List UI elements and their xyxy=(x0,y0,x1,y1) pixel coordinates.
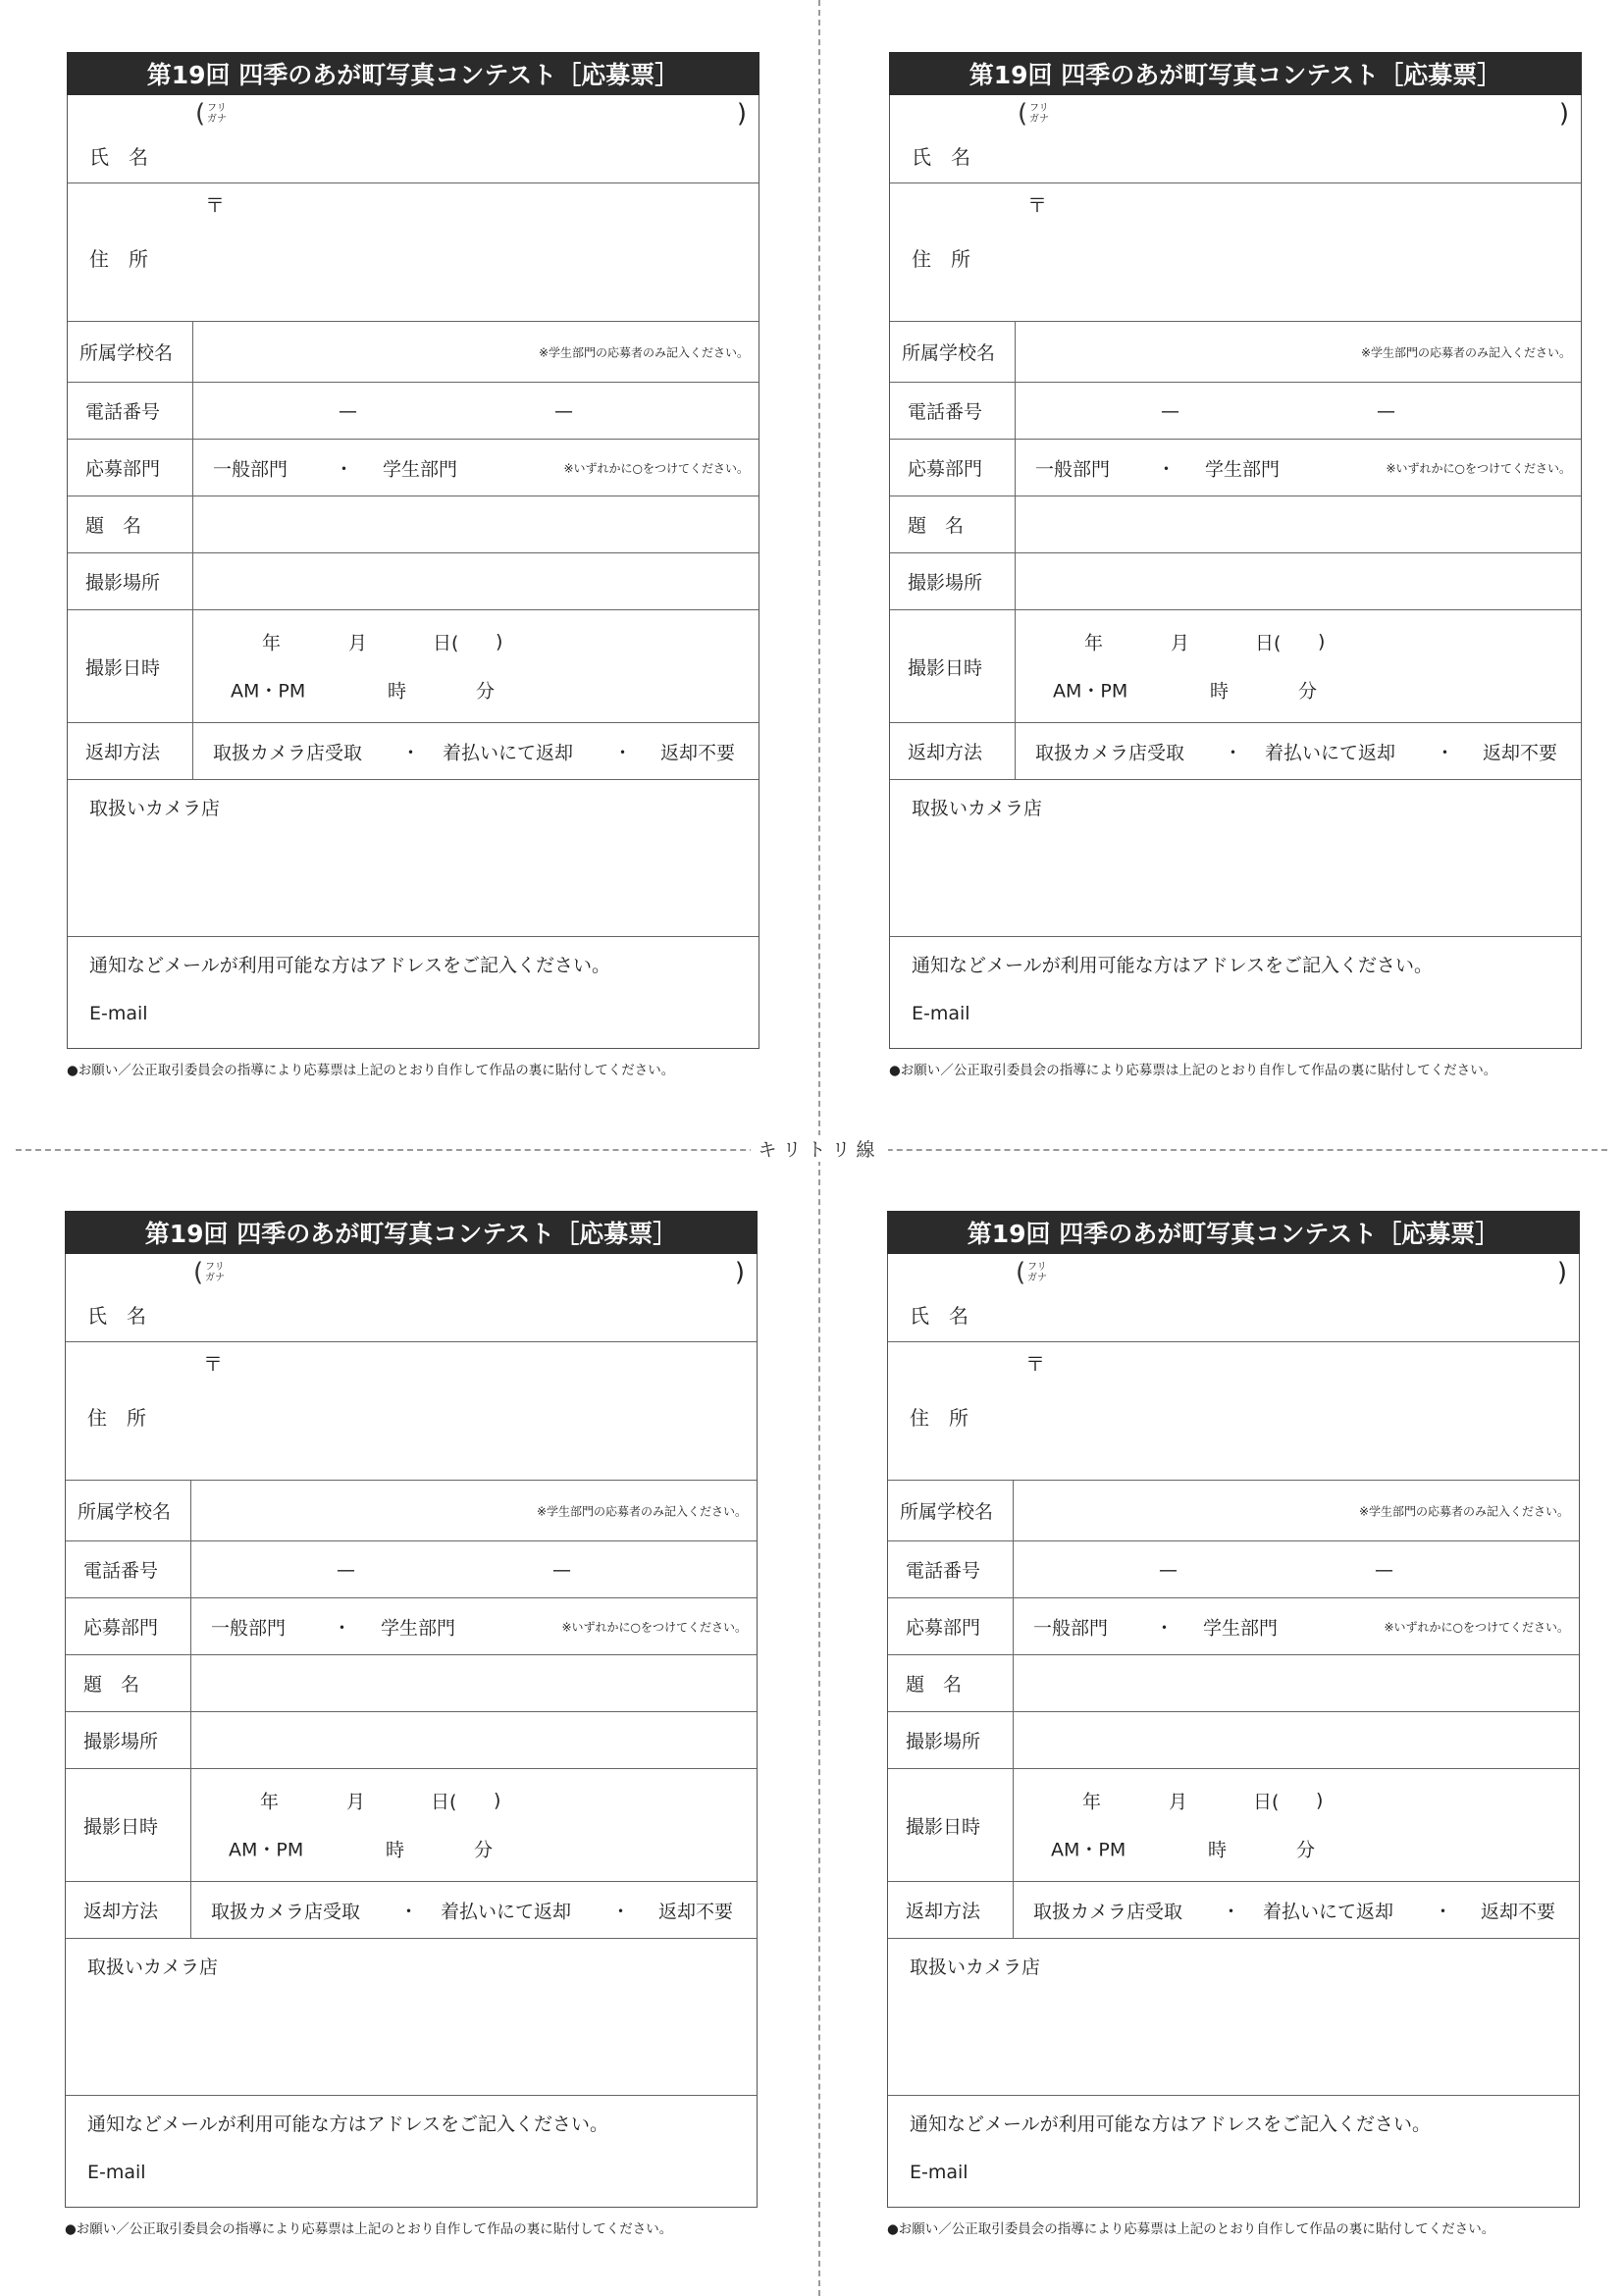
title-label: 題 名 xyxy=(890,496,1016,552)
entry-form-bottom-right xyxy=(887,1211,1580,2237)
address-row xyxy=(68,183,759,321)
category-label: 応募部門 xyxy=(890,440,1016,496)
school-row xyxy=(890,321,1581,382)
address-label: 住 所 xyxy=(89,246,148,271)
return-shop-option[interactable]: 取扱カメラ店受取 xyxy=(211,1901,361,1922)
title-field[interactable] xyxy=(193,496,759,552)
close-paren: ) xyxy=(736,99,747,129)
postal-mark: 〒 xyxy=(205,193,225,217)
name-label: 氏 名 xyxy=(87,1304,146,1328)
shop-field[interactable] xyxy=(890,780,1581,936)
address-label: 住 所 xyxy=(87,1405,146,1430)
category-general-option[interactable]: 一般部門 xyxy=(213,458,288,480)
return-cod-option[interactable]: 着払いにて返却 xyxy=(441,1901,572,1922)
form-table xyxy=(889,95,1582,1049)
place-label: 撮影場所 xyxy=(66,1712,191,1768)
place-field[interactable] xyxy=(193,553,759,609)
phone-separator: — xyxy=(337,1558,355,1581)
return-row xyxy=(888,1881,1579,1938)
name-field[interactable] xyxy=(66,1254,757,1341)
title-field[interactable] xyxy=(191,1655,757,1711)
close-paren: ) xyxy=(1556,1258,1567,1287)
address-label: 住 所 xyxy=(910,1405,969,1430)
furigana-label: フリ ガナ xyxy=(1029,103,1049,125)
minute-unit: 分 xyxy=(1296,1839,1316,1861)
return-label: 返却方法 xyxy=(66,1882,191,1938)
place-field[interactable] xyxy=(1014,1712,1579,1768)
ampm-option[interactable]: AM・PM xyxy=(229,1839,304,1861)
school-note: ※学生部門の応募者のみ記入ください。 xyxy=(1358,1504,1569,1518)
return-separator: ・ xyxy=(401,742,421,763)
form-title: 第19回 四季のあが町写真コンテスト［応募票］ xyxy=(887,1211,1580,1254)
day-unit: 日( xyxy=(1255,632,1282,654)
place-field[interactable] xyxy=(1016,553,1581,609)
school-field[interactable] xyxy=(193,322,759,382)
datetime-field[interactable] xyxy=(1014,1769,1579,1881)
close-paren: ) xyxy=(734,1258,745,1287)
email-field[interactable] xyxy=(890,937,1581,1048)
form-title: 第19回 四季のあが町写真コンテスト［応募票］ xyxy=(65,1211,758,1254)
phone-field[interactable] xyxy=(191,1541,757,1597)
return-separator: ・ xyxy=(613,742,633,763)
title-label: 題 名 xyxy=(66,1655,191,1711)
category-separator: ・ xyxy=(1155,1617,1175,1639)
category-general-option[interactable]: 一般部門 xyxy=(1033,1617,1109,1639)
email-field[interactable] xyxy=(66,2096,757,2207)
datetime-label: 撮影日時 xyxy=(888,1769,1014,1881)
school-row xyxy=(68,321,759,382)
phone-separator: — xyxy=(1159,1558,1178,1581)
email-field[interactable] xyxy=(68,937,759,1048)
return-row xyxy=(890,722,1581,779)
hour-unit: 時 xyxy=(388,680,407,703)
phone-field[interactable] xyxy=(193,383,759,439)
phone-separator: — xyxy=(554,399,573,422)
form-table xyxy=(67,95,759,1049)
shop-label: 取扱いカメラ店 xyxy=(910,1957,1041,1978)
form-footnote: ●お願い／公正取引委員会の指導により応募票は上記のとおり自作して作品の裏に貼付してください。 xyxy=(67,1063,675,1078)
weekday-close: ) xyxy=(496,631,503,652)
return-field xyxy=(191,1882,757,1938)
weekday-close: ) xyxy=(494,1790,501,1811)
name-label: 氏 名 xyxy=(912,145,970,169)
furigana-bracket: ( フリ ガナ xyxy=(1018,99,1027,129)
address-label: 住 所 xyxy=(912,246,970,271)
shop-row xyxy=(68,779,759,936)
return-row xyxy=(66,1881,757,1938)
shop-field[interactable] xyxy=(888,1939,1579,2095)
title-row xyxy=(68,496,759,552)
form-table xyxy=(887,1254,1580,2208)
email-label: E-mail xyxy=(87,2162,146,2183)
email-note: 通知などメールが利用可能な方はアドレスをご記入ください。 xyxy=(912,955,1434,976)
return-separator: ・ xyxy=(1224,742,1243,763)
weekday-close: ) xyxy=(1318,631,1326,652)
email-note: 通知などメールが利用可能な方はアドレスをご記入ください。 xyxy=(87,2113,609,2135)
postal-mark: 〒 xyxy=(1025,1352,1045,1376)
phone-row xyxy=(66,1540,757,1597)
form-title: 第19回 四季のあが町写真コンテスト［応募票］ xyxy=(67,52,759,95)
name-row xyxy=(888,1254,1579,1341)
title-label: 題 名 xyxy=(888,1655,1014,1711)
minute-unit: 分 xyxy=(1298,680,1318,703)
email-row xyxy=(68,936,759,1048)
datetime-field[interactable] xyxy=(191,1769,757,1881)
email-label: E-mail xyxy=(912,1003,970,1024)
return-separator: ・ xyxy=(611,1901,631,1922)
place-label: 撮影場所 xyxy=(68,553,193,609)
phone-row xyxy=(68,382,759,439)
datetime-row xyxy=(888,1768,1579,1881)
name-row xyxy=(890,95,1581,183)
place-field[interactable] xyxy=(191,1712,757,1768)
return-separator: ・ xyxy=(1222,1901,1241,1922)
category-student-option[interactable]: 学生部門 xyxy=(383,458,458,480)
category-row xyxy=(888,1597,1579,1654)
title-row xyxy=(888,1654,1579,1711)
return-field xyxy=(1014,1882,1579,1938)
phone-field[interactable] xyxy=(1016,383,1581,439)
email-label: E-mail xyxy=(910,2162,969,2183)
category-separator: ・ xyxy=(333,1617,352,1639)
address-field[interactable] xyxy=(888,1342,1579,1480)
address-field[interactable] xyxy=(68,183,759,321)
phone-separator: — xyxy=(1377,399,1395,422)
phone-separator: — xyxy=(339,399,357,422)
email-note: 通知などメールが利用可能な方はアドレスをご記入ください。 xyxy=(89,955,611,976)
school-label: 所属学校名 xyxy=(68,322,193,382)
year-unit: 年 xyxy=(262,632,282,654)
title-label: 題 名 xyxy=(68,496,193,552)
return-separator: ・ xyxy=(399,1901,419,1922)
form-table xyxy=(65,1254,758,2208)
category-student-option[interactable]: 学生部門 xyxy=(1205,458,1281,480)
day-unit: 日( xyxy=(431,1791,457,1813)
school-field[interactable] xyxy=(191,1481,757,1540)
close-paren: ) xyxy=(1558,99,1569,129)
datetime-label: 撮影日時 xyxy=(68,610,193,722)
return-label: 返却方法 xyxy=(888,1882,1014,1938)
school-note: ※学生部門の応募者のみ記入ください。 xyxy=(536,1504,747,1518)
return-cod-option[interactable]: 着払いにて返却 xyxy=(1265,742,1396,763)
datetime-row xyxy=(68,609,759,722)
title-field[interactable] xyxy=(1016,496,1581,552)
address-field[interactable] xyxy=(66,1342,757,1480)
form-footnote: ●お願い／公正取引委員会の指導により応募票は上記のとおり自作して作品の裏に貼付してください。 xyxy=(65,2221,673,2237)
postal-mark: 〒 xyxy=(1027,193,1047,217)
category-field xyxy=(1016,440,1581,496)
return-shop-option[interactable]: 取扱カメラ店受取 xyxy=(1035,742,1185,763)
name-field[interactable] xyxy=(890,95,1581,183)
place-row xyxy=(890,552,1581,609)
cut-line-label: キリトリ線 xyxy=(751,1135,888,1162)
return-row xyxy=(68,722,759,779)
minute-unit: 分 xyxy=(476,680,496,703)
name-label: 氏 名 xyxy=(89,145,148,169)
return-field xyxy=(193,723,759,779)
title-field[interactable] xyxy=(1014,1655,1579,1711)
day-unit: 日( xyxy=(1253,1791,1280,1813)
return-none-option[interactable]: 返却不要 xyxy=(660,742,736,763)
datetime-label: 撮影日時 xyxy=(66,1769,191,1881)
return-field xyxy=(1016,723,1581,779)
shop-row xyxy=(890,779,1581,936)
phone-row xyxy=(888,1540,1579,1597)
return-separator: ・ xyxy=(1436,742,1455,763)
name-row xyxy=(66,1254,757,1341)
school-label: 所属学校名 xyxy=(888,1481,1014,1540)
category-student-option[interactable]: 学生部門 xyxy=(1203,1617,1279,1639)
email-row xyxy=(66,2095,757,2207)
place-row xyxy=(68,552,759,609)
email-row xyxy=(890,936,1581,1048)
title-row xyxy=(890,496,1581,552)
weekday-close: ) xyxy=(1316,1790,1324,1811)
hour-unit: 時 xyxy=(1210,680,1230,703)
return-none-option[interactable]: 返却不要 xyxy=(1483,742,1558,763)
category-field xyxy=(191,1598,757,1654)
place-label: 撮影場所 xyxy=(890,553,1016,609)
hour-unit: 時 xyxy=(1208,1839,1228,1861)
phone-separator: — xyxy=(552,1558,571,1581)
phone-label: 電話番号 xyxy=(888,1541,1014,1597)
name-field[interactable] xyxy=(68,95,759,183)
category-row xyxy=(68,439,759,496)
phone-separator: — xyxy=(1161,399,1179,422)
furigana-bracket: ( フリ ガナ xyxy=(1016,1258,1025,1287)
return-cod-option[interactable]: 着払いにて返却 xyxy=(443,742,574,763)
category-label: 応募部門 xyxy=(888,1598,1014,1654)
month-unit: 月 xyxy=(1169,1791,1188,1813)
return-shop-option[interactable]: 取扱カメラ店受取 xyxy=(1033,1901,1183,1922)
return-label: 返却方法 xyxy=(890,723,1016,779)
ampm-option[interactable]: AM・PM xyxy=(231,680,306,703)
school-field[interactable] xyxy=(1014,1481,1579,1540)
furigana-bracket: ( フリ ガナ xyxy=(195,99,205,129)
email-note: 通知などメールが利用可能な方はアドレスをご記入ください。 xyxy=(910,2113,1432,2135)
category-field xyxy=(193,440,759,496)
furigana-label: フリ ガナ xyxy=(205,1262,225,1283)
datetime-field[interactable] xyxy=(193,610,759,722)
address-row xyxy=(66,1341,757,1480)
shop-field[interactable] xyxy=(66,1939,757,2095)
shop-label: 取扱いカメラ店 xyxy=(89,798,221,819)
phone-label: 電話番号 xyxy=(66,1541,191,1597)
form-footnote: ●お願い／公正取引委員会の指導により応募票は上記のとおり自作して作品の裏に貼付してください。 xyxy=(889,1063,1497,1078)
address-field[interactable] xyxy=(890,183,1581,321)
minute-unit: 分 xyxy=(474,1839,494,1861)
category-field xyxy=(1014,1598,1579,1654)
school-label: 所属学校名 xyxy=(890,322,1016,382)
shop-field[interactable] xyxy=(68,780,759,936)
month-unit: 月 xyxy=(346,1791,366,1813)
school-note: ※学生部門の応募者のみ記入ください。 xyxy=(538,345,749,359)
year-unit: 年 xyxy=(1082,1791,1102,1813)
return-label: 返却方法 xyxy=(68,723,193,779)
school-field[interactable] xyxy=(1016,322,1581,382)
school-label: 所属学校名 xyxy=(66,1481,191,1540)
title-row xyxy=(66,1654,757,1711)
phone-separator: — xyxy=(1375,1558,1393,1581)
furigana-label: フリ ガナ xyxy=(207,103,227,125)
category-note: ※いずれかに○をつけてください。 xyxy=(1384,1620,1569,1634)
category-label: 応募部門 xyxy=(66,1598,191,1654)
shop-row xyxy=(66,1938,757,2095)
return-none-option[interactable]: 返却不要 xyxy=(658,1901,734,1922)
ampm-option[interactable]: AM・PM xyxy=(1051,1839,1126,1861)
category-separator: ・ xyxy=(335,458,354,480)
furigana-label: フリ ガナ xyxy=(1027,1262,1047,1283)
month-unit: 月 xyxy=(348,632,368,654)
category-general-option[interactable]: 一般部門 xyxy=(1035,458,1111,480)
category-note: ※いずれかに○をつけてください。 xyxy=(561,1620,747,1634)
postal-mark: 〒 xyxy=(203,1352,223,1376)
shop-label: 取扱いカメラ店 xyxy=(87,1957,219,1978)
entry-form-top-left xyxy=(67,52,759,1078)
entry-form-bottom-left xyxy=(65,1211,758,2237)
phone-field[interactable] xyxy=(1014,1541,1579,1597)
return-cod-option[interactable]: 着払いにて返却 xyxy=(1263,1901,1394,1922)
school-note: ※学生部門の応募者のみ記入ください。 xyxy=(1360,345,1571,359)
phone-label: 電話番号 xyxy=(890,383,1016,439)
school-row xyxy=(888,1480,1579,1540)
school-row xyxy=(66,1480,757,1540)
category-note: ※いずれかに○をつけてください。 xyxy=(563,461,749,475)
datetime-row xyxy=(66,1768,757,1881)
shop-row xyxy=(888,1938,1579,2095)
name-label: 氏 名 xyxy=(910,1304,969,1328)
category-row xyxy=(66,1597,757,1654)
return-none-option[interactable]: 返却不要 xyxy=(1481,1901,1556,1922)
place-row xyxy=(888,1711,1579,1768)
category-label: 応募部門 xyxy=(68,440,193,496)
address-row xyxy=(890,183,1581,321)
form-footnote: ●お願い／公正取引委員会の指導により応募票は上記のとおり自作して作品の裏に貼付してください。 xyxy=(887,2221,1495,2237)
phone-label: 電話番号 xyxy=(68,383,193,439)
ampm-option[interactable]: AM・PM xyxy=(1053,680,1128,703)
datetime-field[interactable] xyxy=(1016,610,1581,722)
year-unit: 年 xyxy=(260,1791,280,1813)
hour-unit: 時 xyxy=(386,1839,405,1861)
category-separator: ・ xyxy=(1157,458,1177,480)
return-separator: ・ xyxy=(1434,1901,1453,1922)
return-shop-option[interactable]: 取扱カメラ店受取 xyxy=(213,742,363,763)
email-label: E-mail xyxy=(89,1003,148,1024)
name-field[interactable] xyxy=(888,1254,1579,1341)
phone-row xyxy=(890,382,1581,439)
datetime-label: 撮影日時 xyxy=(890,610,1016,722)
shop-label: 取扱いカメラ店 xyxy=(912,798,1043,819)
category-general-option[interactable]: 一般部門 xyxy=(211,1617,287,1639)
email-row xyxy=(888,2095,1579,2207)
year-unit: 年 xyxy=(1084,632,1104,654)
email-field[interactable] xyxy=(888,2096,1579,2207)
day-unit: 日( xyxy=(433,632,459,654)
category-note: ※いずれかに○をつけてください。 xyxy=(1386,461,1571,475)
month-unit: 月 xyxy=(1171,632,1190,654)
entry-form-top-right xyxy=(889,52,1582,1078)
address-row xyxy=(888,1341,1579,1480)
furigana-bracket: ( フリ ガナ xyxy=(193,1258,203,1287)
category-student-option[interactable]: 学生部門 xyxy=(381,1617,456,1639)
form-title: 第19回 四季のあが町写真コンテスト［応募票］ xyxy=(889,52,1582,95)
name-row xyxy=(68,95,759,183)
place-label: 撮影場所 xyxy=(888,1712,1014,1768)
datetime-row xyxy=(890,609,1581,722)
place-row xyxy=(66,1711,757,1768)
category-row xyxy=(890,439,1581,496)
